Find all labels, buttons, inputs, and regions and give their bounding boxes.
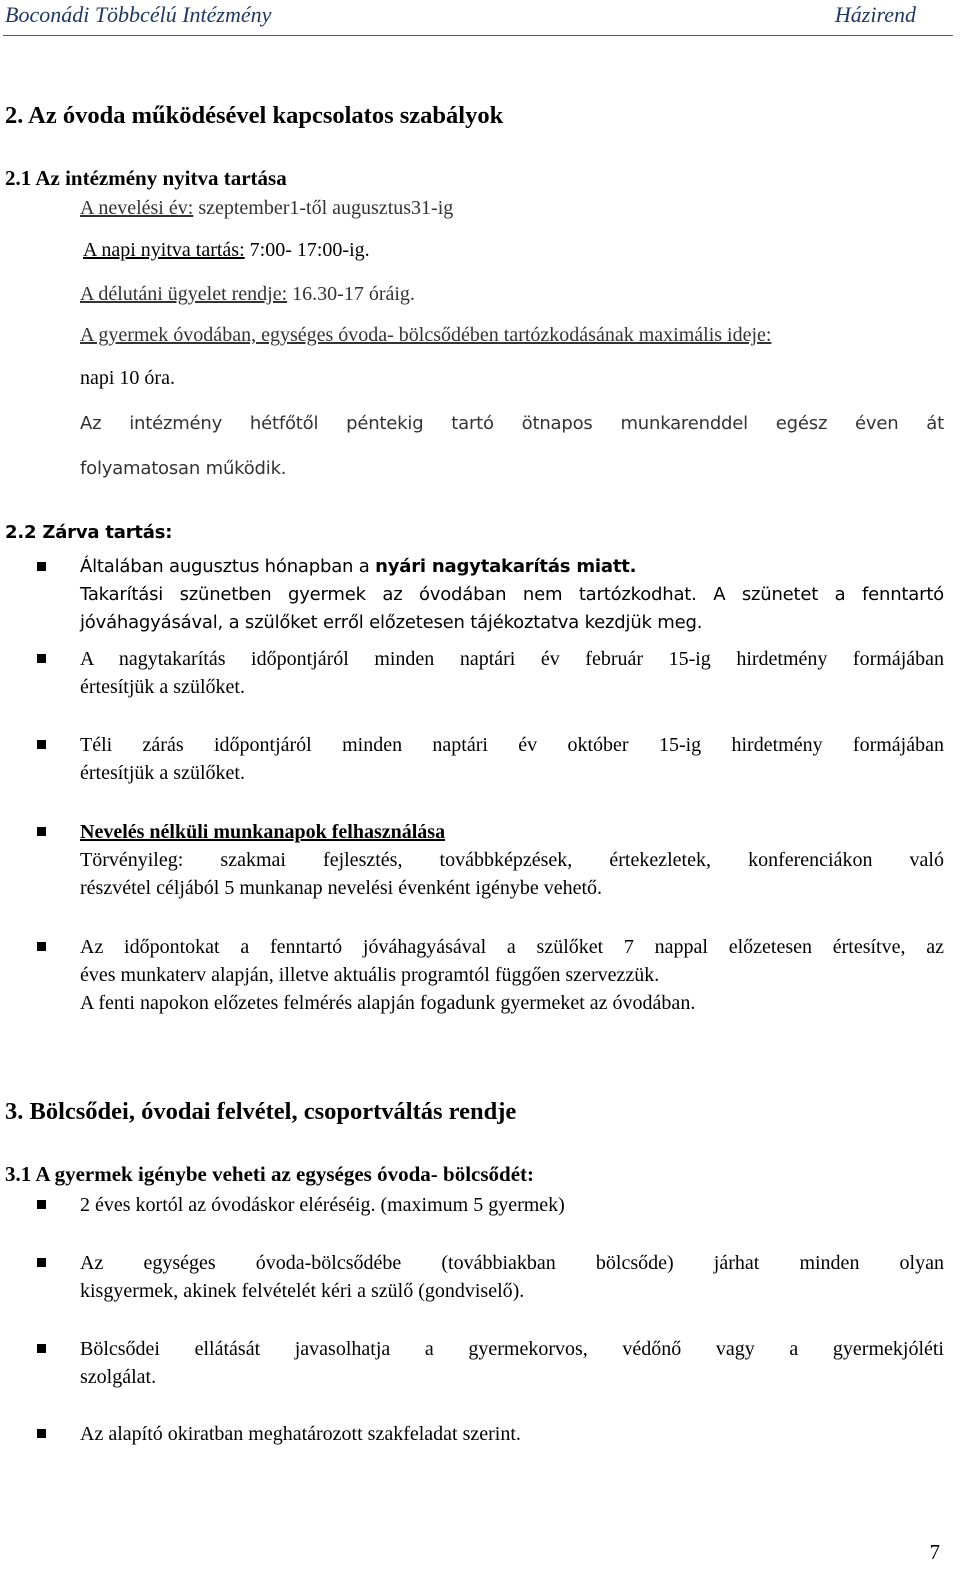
- section-2-2-title: 2.2 Zárva tartás:: [5, 522, 173, 543]
- closure-bullet-1-bold: nyári nagytakarítás miatt.: [375, 556, 637, 577]
- weekly-schedule-line-1: Az intézmény hétfőtől péntekig tartó ötnapos munkarenddel egész éven át: [80, 413, 944, 434]
- section-2-1-title: 2.1 Az intézmény nyitva tartása: [5, 166, 287, 190]
- admission-bullet-3-line-1: Bölcsődei ellátását javasolhatja a gyermekorvos, védőnő vagy a gyermekjóléti: [80, 1338, 944, 1360]
- bullet-icon: [37, 654, 46, 663]
- section-2-title: 2. Az óvoda működésével kapcsolatos szabályok: [5, 102, 504, 129]
- bullet-icon: [37, 942, 46, 951]
- admission-bullet-1: 2 éves kortól az óvodáskor eléréséig. (maximum 5 gyermek): [80, 1194, 565, 1216]
- admission-bullet-3-line-2: szolgálat.: [80, 1366, 157, 1388]
- opening-hours-label: A napi nyitva tartás:: [83, 239, 245, 261]
- non-teaching-days-line-2: részvétel céljából 5 munkanap nevelési évenként igénybe vehető.: [80, 877, 603, 899]
- admission-bullet-4: Az alapító okiratban meghatározott szakfeladat szerint.: [80, 1423, 521, 1445]
- weekly-schedule-line-2: folyamatosan működik.: [80, 458, 287, 479]
- notice-bullet-line-1: Az időpontokat a fenntartó jóváhagyásával a szülőket 7 nappal előzetesen értesítve, az: [80, 936, 944, 958]
- non-teaching-days-title: Nevelés nélküli munkanapok felhasználása: [80, 821, 446, 843]
- bullet-icon: [37, 562, 46, 571]
- school-year-label: A nevelési év:: [80, 197, 194, 219]
- admission-bullet-2-line-1: Az egységes óvoda-bölcsődébe (továbbiakban bölcsőde) járhat minden olyan: [80, 1252, 944, 1274]
- notice-bullet-line-3: A fenti napokon előzetes felmérés alapján fogadunk gyermeket az óvodában.: [80, 992, 696, 1014]
- closure-bullet-1-line-2: Takarítási szünetben gyermek az óvodában nem tartózkodhat. A szünetet a fenntartó: [80, 584, 944, 605]
- closure-bullet-2-line-1: A nagytakarítás időpontjáról minden naptári év február 15-ig hirdetmény formájában: [80, 648, 944, 670]
- section-3-title: 3. Bölcsődei, óvodai felvétel, csoportváltás rendje: [5, 1098, 517, 1125]
- closure-bullet-3-line-2: értesítjük a szülőket.: [80, 762, 245, 784]
- non-teaching-days-line-1: Törvényileg: szakmai fejlesztés, továbbképzések, értekezletek, konferenciákon való: [80, 849, 944, 871]
- closure-bullet-1-text: Általában augusztus hónapban a: [80, 556, 376, 577]
- opening-hours-line: [83, 236, 370, 264]
- afternoon-duty-value: 16.30-17 óráig.: [287, 283, 415, 305]
- header-divider: [3, 35, 953, 36]
- afternoon-duty-line: [80, 280, 415, 308]
- closure-bullet-1-line-3: jóváhagyásával, a szülőket erről előzetesen tájékoztatva kezdjük meg.: [80, 612, 703, 633]
- max-stay-line: A gyermek óvodában, egységes óvoda- bölcsődében tartózkodásának maximális ideje:: [80, 324, 772, 346]
- afternoon-duty-label: A délutáni ügyelet rendje:: [80, 283, 288, 305]
- header-doc-title: Házirend: [834, 2, 916, 27]
- bullet-icon: [37, 1429, 46, 1438]
- closure-bullet-3-line-1: Téli zárás időpontjáról minden naptári év október 15-ig hirdetmény formájában: [80, 734, 944, 756]
- school-year-line: [80, 194, 453, 222]
- school-year-value: szeptember1-től augusztus31-ig: [193, 197, 454, 219]
- max-stay-value: napi 10 óra.: [80, 367, 175, 389]
- bullet-icon: [37, 827, 46, 836]
- section-3-1-title: 3.1 A gyermek igénybe veheti az egységes óvoda- bölcsődét:: [5, 1162, 535, 1186]
- header-institution: Boconádi Többcélú Intézmény: [5, 2, 272, 27]
- bullet-icon: [37, 1258, 46, 1267]
- bullet-icon: [37, 1344, 46, 1353]
- closure-bullet-1-line-1: [80, 553, 636, 581]
- admission-bullet-2-line-2: kisgyermek, akinek felvételét kéri a szülő (gondviselő).: [80, 1280, 525, 1302]
- closure-bullet-2-line-2: értesítjük a szülőket.: [80, 676, 245, 698]
- notice-bullet-line-2: éves munkaterv alapján, illetve aktuális programtól függően szervezzük.: [80, 964, 660, 986]
- page-number: 7: [929, 1540, 940, 1564]
- opening-hours-value: 7:00- 17:00-ig.: [244, 239, 370, 261]
- bullet-icon: [37, 740, 46, 749]
- bullet-icon: [37, 1200, 46, 1209]
